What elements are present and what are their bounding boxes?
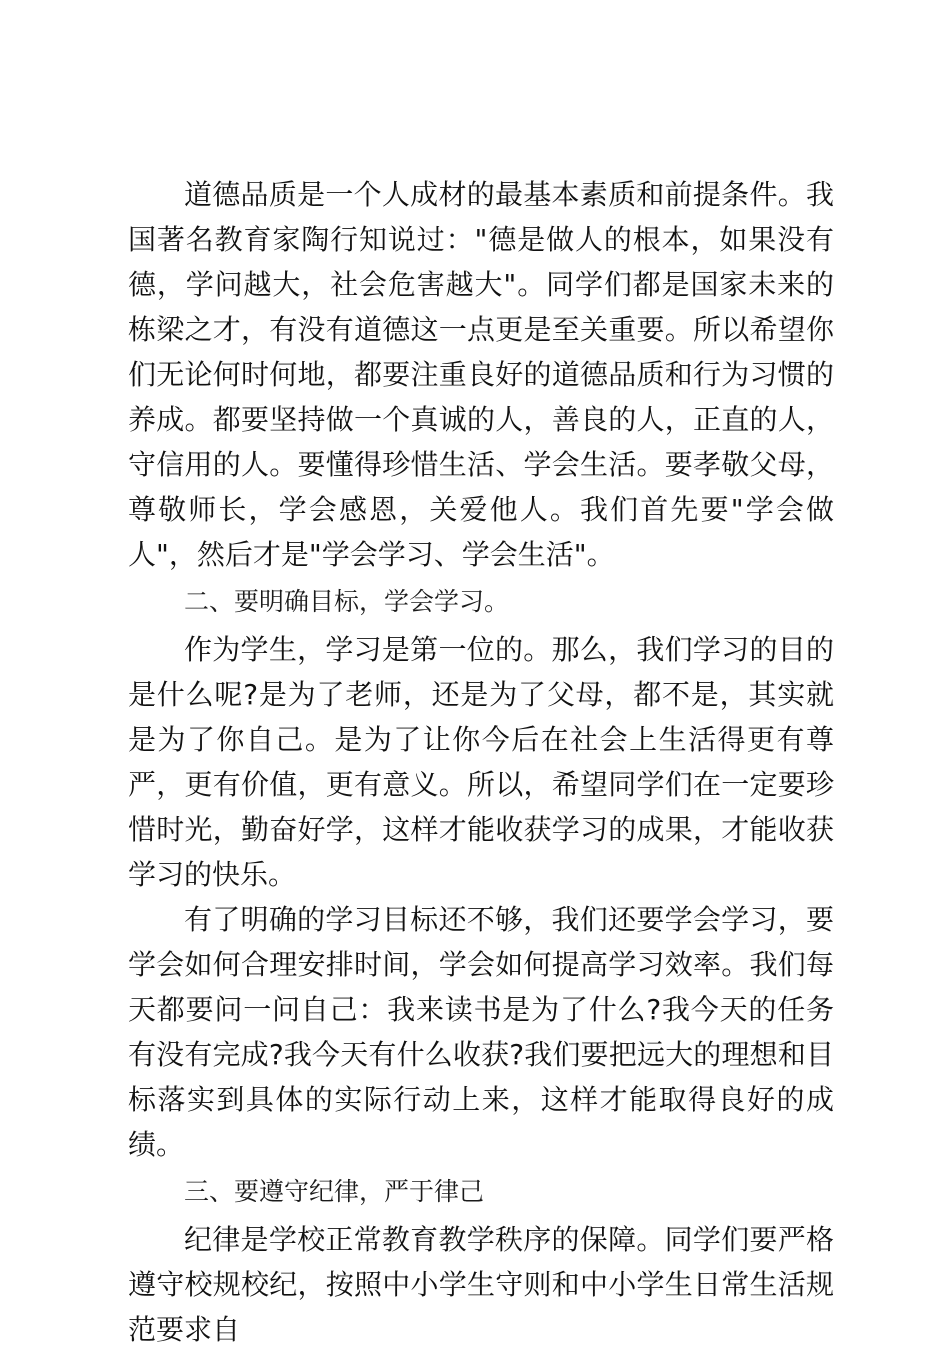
- section-heading-discipline: 三、要遵守纪律，严于律己: [184, 1177, 485, 1206]
- paragraph-moral-character: 道德品质是一个人成材的最基本素质和前提条件。我国著名教育家陶行知说过："德是做人的根本，如果没有德，学问越大，社会危害越大"。同学们都是国家未来的栋梁之才，有没有道德这一点更是至关重要。所以希望你们无论何时何地，都要注重良好的道德品质和行为习惯的养成。都要坚持做一个真诚的人，善良的人，正直的人，守信用的人。要懂得珍惜生活、学会生活。要孝敬父母，尊敬师长，学会感恩，关爱他人。我们首先要"学会做人"，然后才是"学会学习、学会生活"。: [128, 178, 834, 571]
- paragraph-learning-methods: 有了明确的学习目标还不够，我们还要学会学习，要学会如何合理安排时间，学会如何提高学习效率。我们每天都要问一问自己：我来读书是为了什么?我今天的任务有没有完成?我今天有什么收获?我们要把远大的理想和目标落实到具体的实际行动上来，这样才能取得良好的成绩。: [128, 903, 834, 1161]
- paragraph-discipline: 纪律是学校正常教育教学秩序的保障。同学们要严格遵守校规校纪，按照中小学生守则和中小学生日常生活规范要求自: [128, 1223, 834, 1346]
- paragraph-purpose-of-study: 作为学生，学习是第一位的。那么，我们学习的目的是什么呢?是为了老师，还是为了父母，都不是，其实就是为了你自己。是为了让你今后在社会上生活得更有尊严，更有价值，更有意义。所以，希望同学们在一定要珍惜时光，勤奋好学，这样才能收获学习的成果，才能收获学习的快乐。: [128, 633, 834, 891]
- document-body: [128, 172, 834, 1352]
- section-heading-goals: 二、要明确目标，学会学习。: [184, 587, 510, 616]
